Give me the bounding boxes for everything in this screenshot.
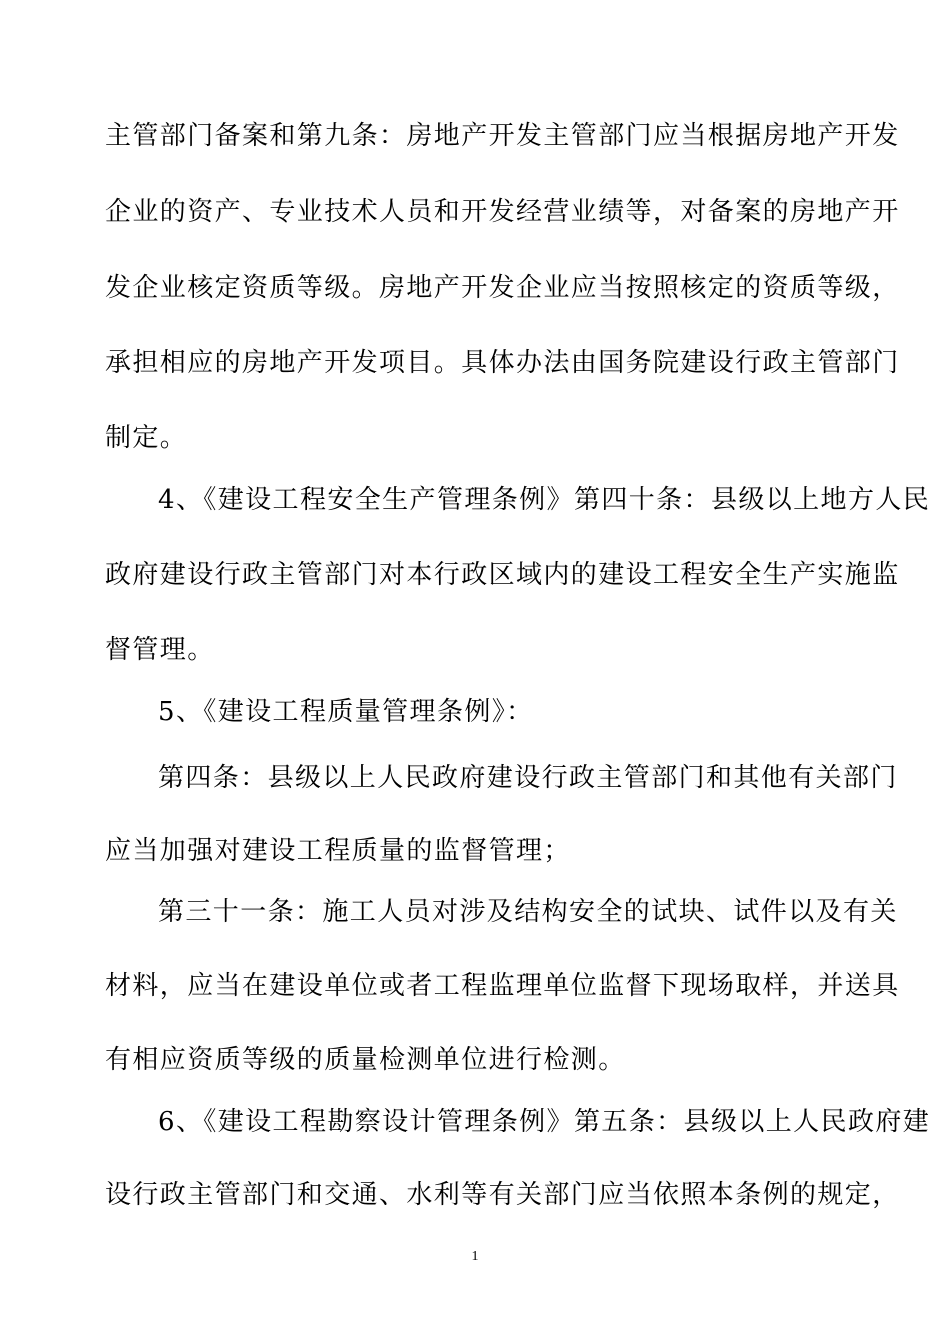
text-line: 应当加强对建设工程质量的监督管理；	[105, 836, 571, 866]
section-heading: 5、《建设工程质量管理条例》：	[158, 697, 534, 727]
text-line: 政府建设行政主管部门对本行政区域内的建设工程安全生产实施监	[105, 560, 900, 590]
text-line: 承担相应的房地产开发项目。具体办法由国务院建设行政主管部门	[105, 348, 900, 378]
text-line: 督管理。	[105, 635, 215, 665]
paragraph-start-line: 第四条：县级以上人民政府建设行政主管部门和其他有关部门	[158, 763, 898, 793]
text-line: 发企业核定资质等级。房地产开发企业应当按照核定的资质等级，	[105, 273, 900, 303]
text-line: 主管部门备案和第九条：房地产开发主管部门应当根据房地产开发	[105, 121, 900, 151]
paragraph-start-line: 4、《建设工程安全生产管理条例》第四十条：县级以上地方人民	[158, 485, 931, 515]
text-line: 制定。	[105, 423, 188, 453]
text-line: 企业的资产、专业技术人员和开发经营业绩等，对备案的房地产开	[105, 197, 900, 227]
page-number: 1	[471, 1249, 479, 1264]
paragraph-start-line: 6、《建设工程勘察设计管理条例》第五条：县级以上人民政府建	[158, 1107, 931, 1137]
text-line: 设行政主管部门和交通、水利等有关部门应当依照本条例的规定，	[105, 1180, 900, 1210]
paragraph-start-line: 第三十一条：施工人员对涉及结构安全的试块、试件以及有关	[158, 897, 898, 927]
text-line: 有相应资质等级的质量检测单位进行检测。	[105, 1045, 626, 1075]
text-line: 材料，应当在建设单位或者工程监理单位监督下现场取样，并送具	[105, 971, 900, 1001]
